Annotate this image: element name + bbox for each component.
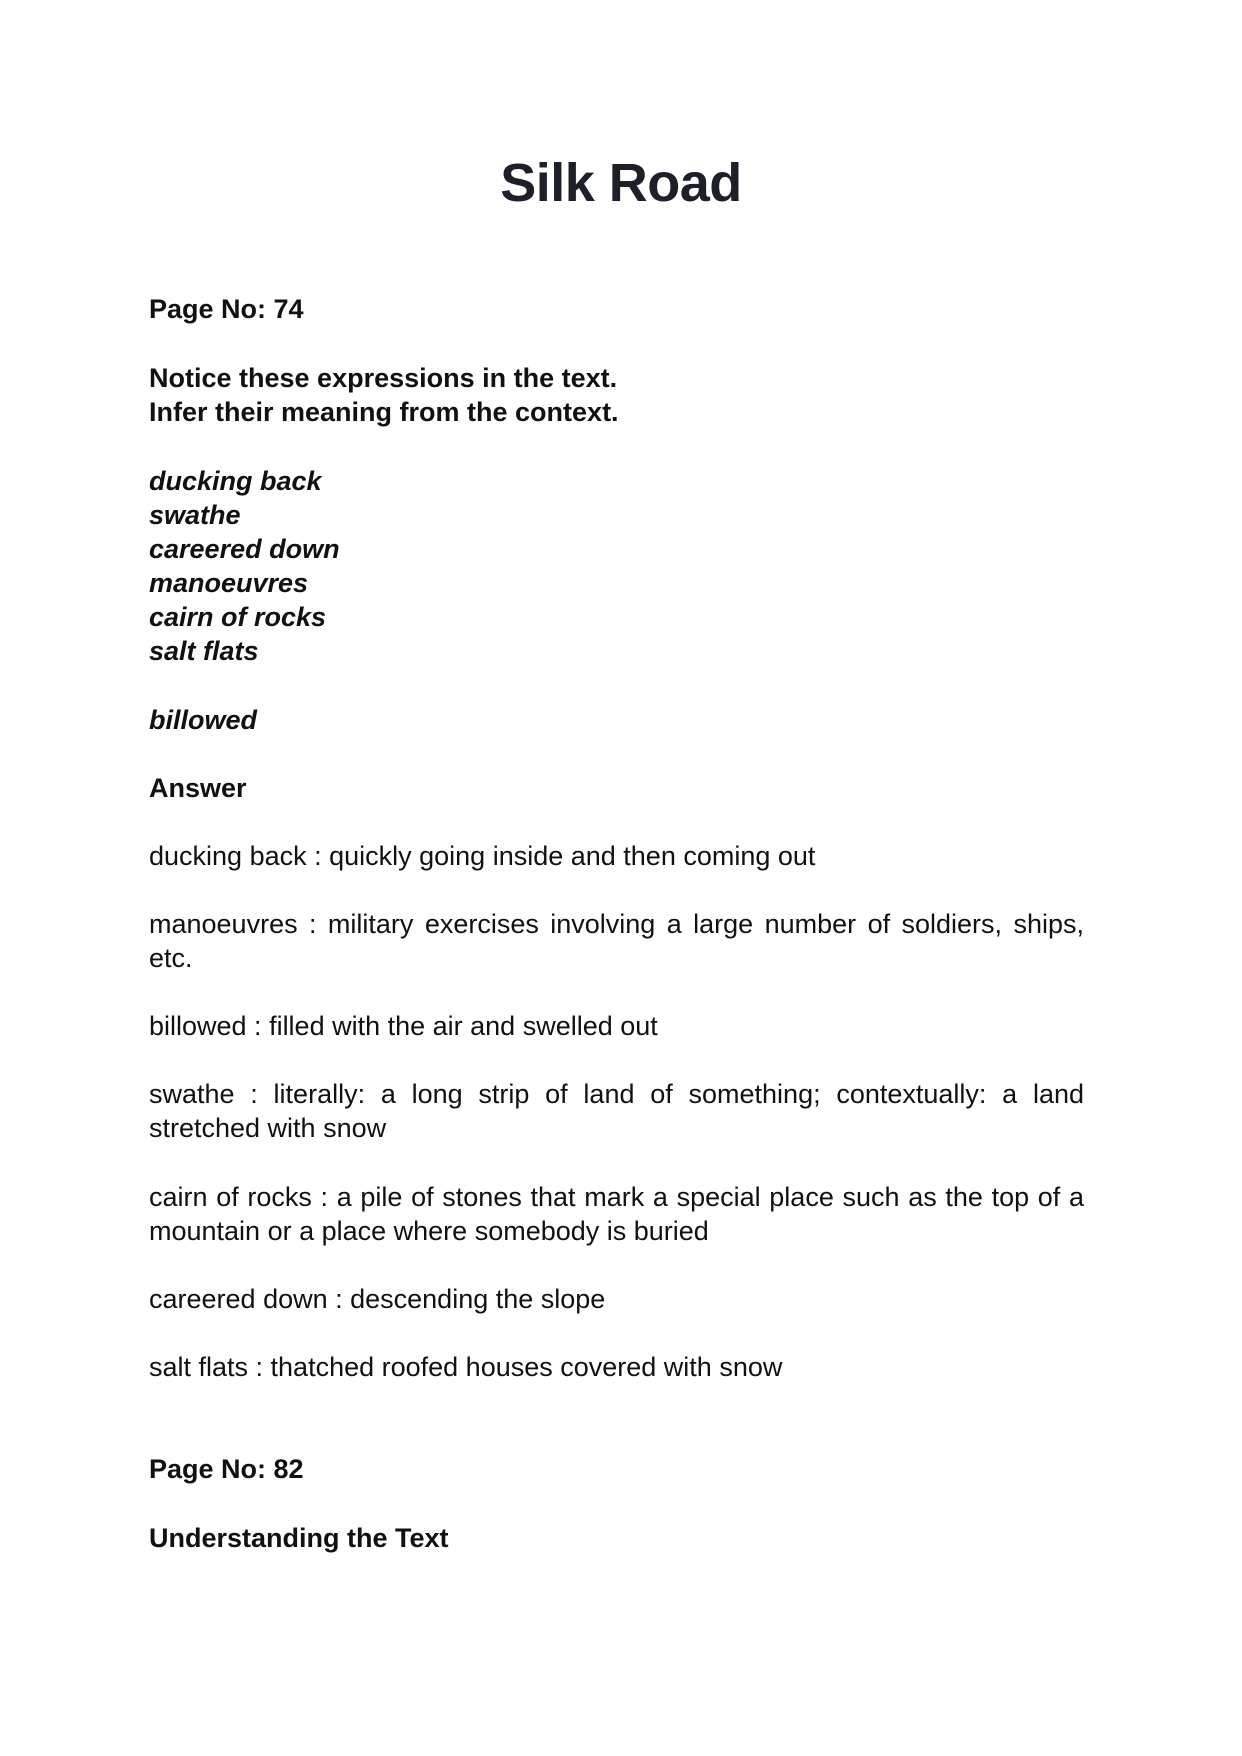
expression-item: cairn of rocks — [149, 602, 327, 632]
expression-item: billowed — [149, 705, 257, 735]
instructions — [149, 361, 1084, 429]
instruction-line: Infer their meaning from the context. — [149, 397, 619, 427]
answer-item: manoeuvres : military exercises involving a large number of soldiers, ships, etc. — [149, 909, 1084, 973]
answer-item: swathe : literally: a long strip of land of something; contextually: a land stretched with snow — [149, 1079, 1084, 1143]
instruction-line: Notice these expressions in the text. — [149, 363, 618, 393]
answer-item: salt flats : thatched roofed houses covered with snow — [149, 1352, 783, 1382]
page-number-82: Page No: 82 — [149, 1454, 304, 1484]
answer-item: cairn of rocks : a pile of stones that mark a special place such as the top of a mountain or a place where somebody is buried — [149, 1182, 1084, 1246]
page-number-74: Page No: 74 — [149, 294, 304, 324]
page-title: Silk Road — [500, 153, 742, 213]
section-heading: Understanding the Text — [149, 1523, 449, 1553]
expression-item: ducking back — [149, 466, 322, 496]
expression-item: salt flats — [149, 636, 259, 666]
answer-item: ducking back : quickly going inside and then coming out — [149, 841, 816, 871]
answer-item: careered down : descending the slope — [149, 1284, 606, 1314]
expression-list — [149, 464, 1084, 668]
expression-item: manoeuvres — [149, 568, 309, 598]
answer-heading: Answer — [149, 773, 247, 803]
expression-item: careered down — [149, 534, 340, 564]
answer-item: billowed : filled with the air and swelled out — [149, 1011, 658, 1041]
expression-item: swathe — [149, 500, 241, 530]
